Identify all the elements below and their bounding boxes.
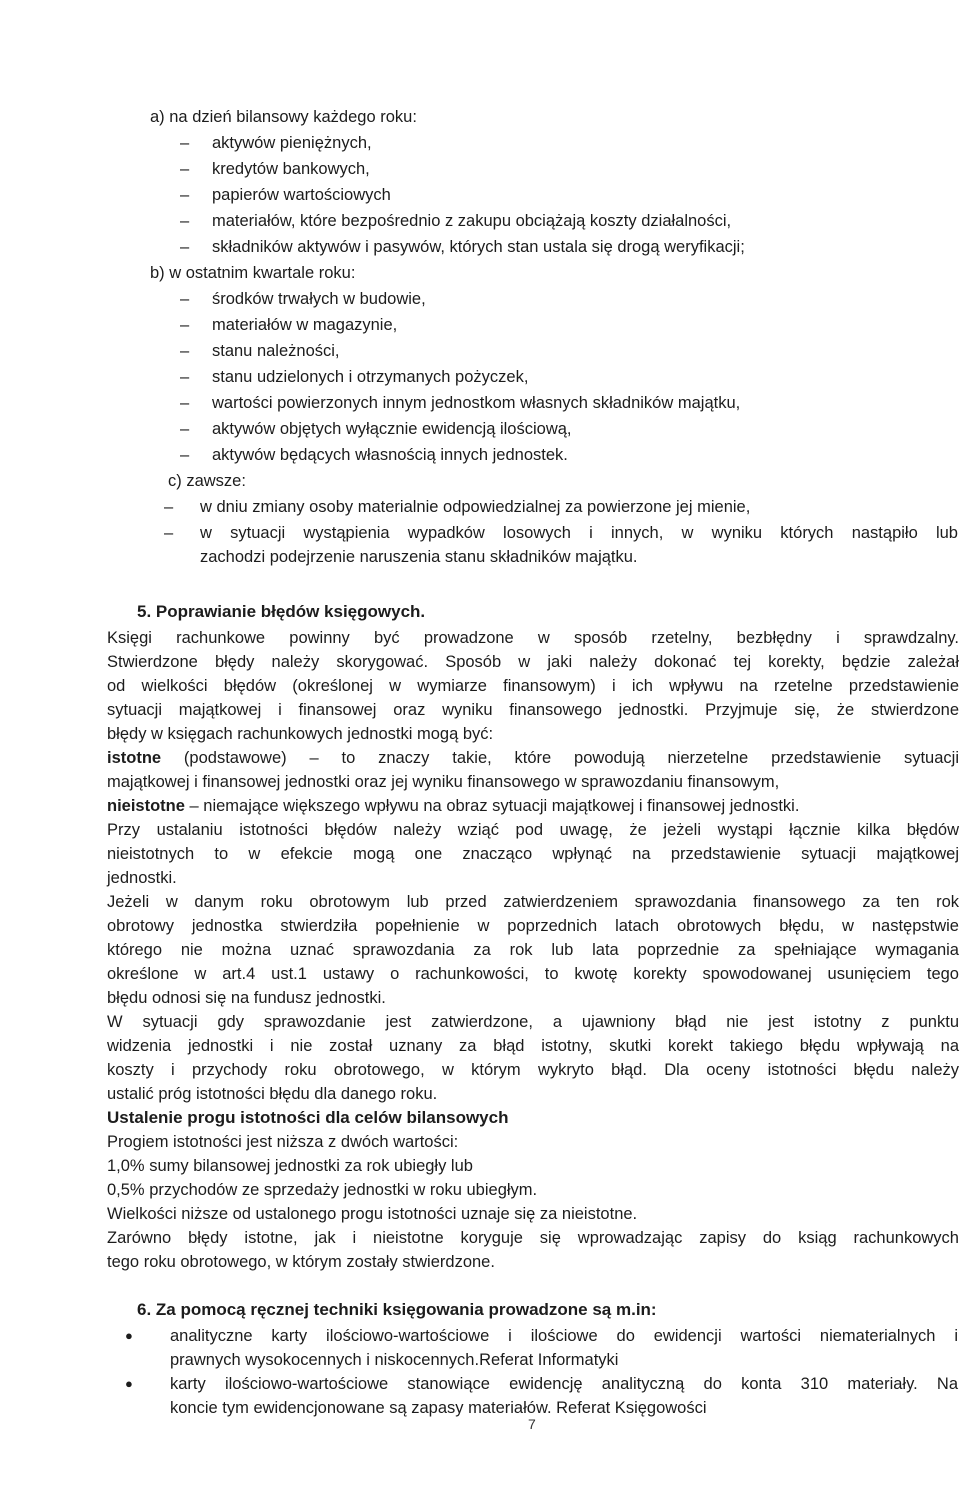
text-line: błędy w księgach rachunkowych jednostki mogą być: [107, 725, 494, 743]
list-dash: – [180, 368, 190, 386]
list-dash: – [164, 524, 174, 542]
list-item: materiałów w magazynie, [212, 316, 398, 334]
text-line: nieistotnych to w efekcie mogą one znacząco wpłynąć na przedstawienie sytuacji majątkowej [107, 845, 959, 863]
text-line: obrotowy jednostka stwierdziła popełnienie w poprzednich latach obrotowych błędu, w następstwie [107, 917, 959, 935]
list-item: aktywów pieniężnych, [212, 134, 372, 152]
list-item: w dniu zmiany osoby materialnie odpowiedzialnej za powierzone jej mienie, [200, 498, 751, 516]
text-line: Księgi rachunkowe powinny być prowadzone w sposób rzetelny, bezbłędny i sprawdzalny. [107, 629, 959, 647]
text-line: którego nie można uznać sprawozdania za rok lub lata poprzednie za spełniające wymagania [107, 941, 959, 959]
text-line: Stwierdzone błędy należy skorygować. Sposób w jaki należy dokonać tej korekty, będzie zależał [107, 653, 959, 671]
text-line: określone w art.4 ust.1 ustawy o rachunkowości, to kwotę korekty spowodowanej usunięciem tego [107, 965, 959, 983]
list-dash: – [180, 342, 190, 360]
text-line: jednostki. [107, 869, 177, 887]
list-item: aktywów objętych wyłącznie ewidencją ilościową, [212, 420, 572, 438]
list-item: środków trwałych w budowie, [212, 290, 426, 308]
text-line: błędu odnosi się na fundusz jednostki. [107, 989, 386, 1007]
text-line: sytuacji majątkowej i finansowej oraz wyniku finansowego jednostki. Przyjmuje się, że stwierdzone [107, 701, 959, 719]
text-line: Wielkości niższe od ustalonego progu istotności uznaje się za nieistotne. [107, 1205, 638, 1223]
section-5-heading: 5. Poprawianie błędów księgowych. [137, 602, 426, 621]
text-line: W sytuacji gdy sprawozdanie jest zatwierdzone, a ujawniony błąd nie jest istotny z punktu [107, 1013, 959, 1031]
term-istotne-definition: (podstawowe) – to znaczy takie, które powodują nierzetelne przedstawienie sytuacji [161, 749, 959, 767]
text-line: tego roku obrotowego, w którym zostały stwierdzone. [107, 1253, 495, 1271]
list-dash: – [180, 134, 190, 152]
section-c-heading: c) zawsze: [168, 472, 246, 490]
term-nieistotne: nieistotne [107, 797, 185, 815]
threshold-subheading: Ustalenie progu istotności dla celów bilansowych [107, 1108, 509, 1127]
text-line: od wielkości błędów (określonej w wymiarze finansowym) i ich wpływu na rzetelne przedstawienie [107, 677, 959, 695]
list-item: papierów wartościowych [212, 186, 391, 204]
section-6-heading: 6. Za pomocą ręcznej techniki księgowania prowadzone są m.in: [137, 1300, 657, 1319]
section-b-heading: b) w ostatnim kwartale roku: [150, 264, 356, 282]
list-item: w sytuacji wystąpienia wypadków losowych i innych, w wyniku których nastąpiło lub [200, 524, 958, 542]
bullet-icon: ● [125, 1328, 133, 1343]
section-a-heading: a) na dzień bilansowy każdego roku: [150, 108, 417, 126]
list-item: materiałów, które bezpośrednio z zakupu obciążają koszty działalności, [212, 212, 732, 230]
list-dash: – [180, 160, 190, 178]
list-item: składników aktywów i pasywów, których stan ustala się drogą weryfikacji; [212, 238, 745, 256]
list-dash: – [164, 498, 174, 516]
bullet-icon: ● [125, 1376, 133, 1391]
text-line: ustalić próg istotności błędu dla danego roku. [107, 1085, 438, 1103]
list-dash: – [180, 394, 190, 412]
list-item-continuation: koncie tym ewidencjonowane są zapasy materiałów. Referat Księgowości [170, 1399, 707, 1417]
list-dash: – [180, 316, 190, 334]
list-dash: – [180, 290, 190, 308]
page-number: 7 [528, 1416, 536, 1432]
term-nieistotne-definition: – niemające większego wpływu na obraz sytuacji majątkowej i finansowej jednostki. [184, 797, 800, 815]
list-dash: – [180, 420, 190, 438]
term-istotne: istotne [107, 749, 162, 767]
text-line: 1,0% sumy bilansowej jednostki za rok ubiegły lub [107, 1157, 473, 1175]
text-line: Przy ustalaniu istotności błędów należy wziąć pod uwagę, że jeżeli wystąpi łącznie kilka błędów [107, 821, 959, 839]
text-line: koszty i przychody roku obrotowego, w którym wykryto błąd. Dla oceny istotności błędu należy [107, 1061, 959, 1079]
text-line: 0,5% przychodów ze sprzedaży jednostki w roku ubiegłym. [107, 1181, 538, 1199]
list-dash: – [180, 238, 190, 256]
list-item-continuation: prawnych wysokocennych i niskocennych.Referat Informatyki [170, 1351, 619, 1369]
text-line: Jeżeli w danym roku obrotowym lub przed zatwierdzeniem sprawozdania finansowego za ten rok [107, 893, 959, 911]
list-item: stanu należności, [212, 342, 340, 360]
list-item: analityczne karty ilościowo-wartościowe i ilościowe do ewidencji wartości niematerialnych i [170, 1327, 958, 1345]
list-dash: – [180, 212, 190, 230]
text-line: widzenia jednostki i nie został uznany za błąd istotny, skutki korekt takiego błędu wpływają na [107, 1037, 959, 1055]
list-item-continuation: zachodzi podejrzenie naruszenia stanu składników majątku. [200, 548, 638, 566]
text-line: Zarówno błędy istotne, jak i nieistotne koryguje się wprowadzając zapisy do ksiąg rachunkowych [107, 1229, 959, 1247]
list-item: karty ilościowo-wartościowe stanowiące ewidencję analityczną do konta 310 materiały. Na [170, 1375, 958, 1393]
text-line [107, 794, 799, 818]
text-line: Progiem istotności jest niższa z dwóch wartości: [107, 1133, 459, 1151]
list-item: wartości powierzonych innym jednostkom własnych składników majątku, [212, 394, 741, 412]
list-item: kredytów bankowych, [212, 160, 370, 178]
list-dash: – [180, 186, 190, 204]
list-item: aktywów będących własnością innych jednostek. [212, 446, 568, 464]
text-line [107, 746, 959, 770]
list-item: stanu udzielonych i otrzymanych pożyczek, [212, 368, 529, 386]
list-dash: – [180, 446, 190, 464]
text-line: majątkowej i finansowej jednostki oraz jej wyniku finansowego w sprawozdaniu finansowym, [107, 773, 780, 791]
